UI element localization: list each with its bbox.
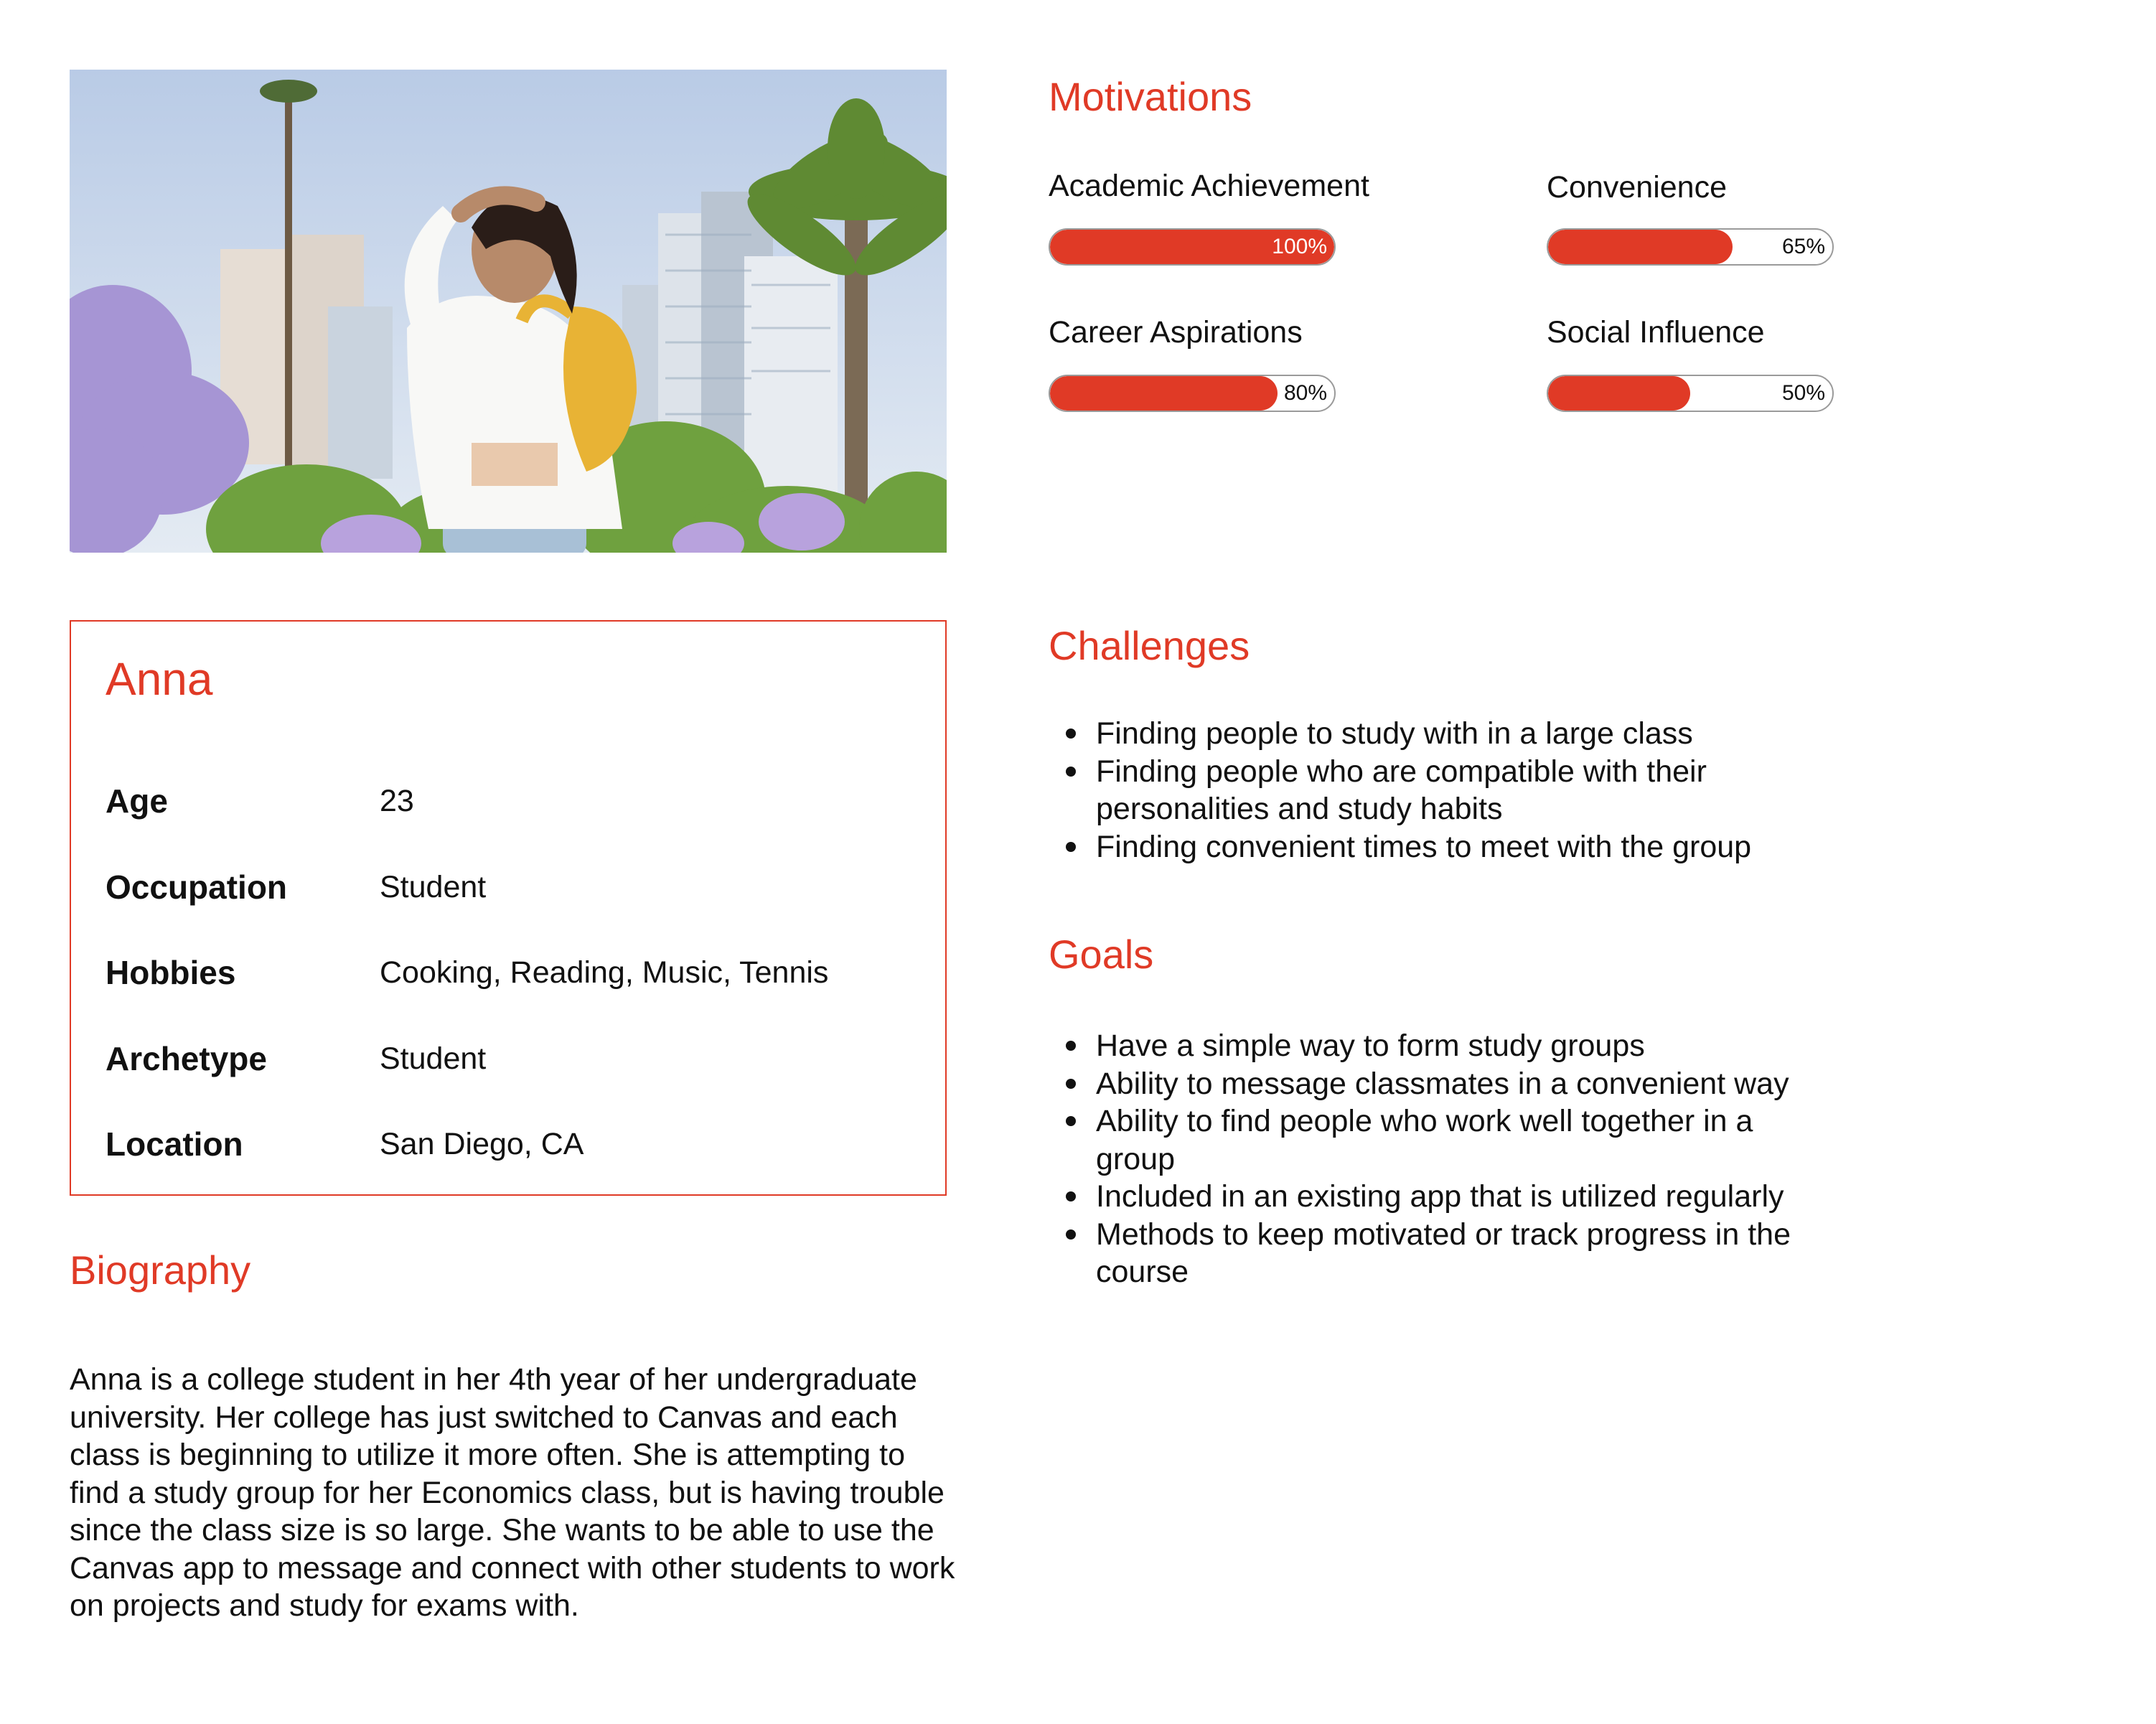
motivation-bar-fill xyxy=(1050,376,1278,411)
motivation-label: Social Influence xyxy=(1547,315,1765,350)
list-item: Have a simple way to form study groups xyxy=(1049,1027,1838,1065)
motivation-bar xyxy=(1049,375,1336,412)
info-label: Age xyxy=(106,782,168,820)
challenges-heading: Challenges xyxy=(1049,623,1250,668)
motivations-heading: Motivations xyxy=(1049,74,1252,119)
list-item: Finding people who are compatible with their personalities and study habits xyxy=(1049,753,1838,828)
motivation-bar-fill xyxy=(1548,376,1690,411)
info-value: San Diego, CA xyxy=(380,1127,584,1161)
profile-card xyxy=(70,620,947,1196)
motivation-label: Career Aspirations xyxy=(1049,315,1303,350)
biography-text: Anna is a college student in her 4th year of her undergraduate university. Her college has just switched to Canvas and each class is beginning to utilize it more often. She is attempting to find a study group for her Economics class, but is having trouble since the class size is so large. She wants to be able to use the Canvas app to message and connect with other students to work on projects and study for exams with. xyxy=(70,1362,955,1623)
motivation-label: Convenience xyxy=(1547,170,1728,205)
motivation-percent: 80% xyxy=(1283,381,1327,405)
info-row-age xyxy=(106,779,909,823)
motivation-bar-fill xyxy=(1548,230,1733,264)
motivation-bar xyxy=(1547,375,1834,412)
list-item: Ability to message classmates in a convenient way xyxy=(1049,1065,1838,1103)
motivation-percent: 65% xyxy=(1781,235,1825,258)
list-item: Finding people to study with in a large class xyxy=(1049,715,1838,753)
list-item: Ability to find people who work well together in a group xyxy=(1049,1102,1838,1178)
persona-name: Anna xyxy=(106,653,213,705)
list-item: Methods to keep motivated or track progress in the course xyxy=(1049,1216,1838,1291)
goals-list xyxy=(1049,1027,1838,1291)
info-row-occupation xyxy=(106,866,909,909)
motivation-label: Academic Achievement xyxy=(1049,169,1369,203)
info-row-hobbies xyxy=(106,951,909,994)
persona-photo xyxy=(70,70,947,553)
info-value: Student xyxy=(380,1041,487,1076)
motivation-bar xyxy=(1049,228,1336,266)
list-item: Included in an existing app that is utilized regularly xyxy=(1049,1178,1838,1216)
goals-heading: Goals xyxy=(1049,932,1154,977)
motivation-percent: 50% xyxy=(1781,381,1825,405)
info-label: Hobbies xyxy=(106,954,236,991)
challenges-list xyxy=(1049,715,1838,866)
info-label: Occupation xyxy=(106,868,288,906)
info-row-archetype xyxy=(106,1037,909,1080)
info-row-location xyxy=(106,1123,909,1166)
biography-heading: Biography xyxy=(70,1247,251,1293)
info-label: Location xyxy=(106,1125,243,1163)
motivation-percent: 100% xyxy=(1272,235,1327,258)
list-item: Finding convenient times to meet with the group xyxy=(1049,828,1838,866)
info-value: 23 xyxy=(380,784,414,818)
info-value: Cooking, Reading, Music, Tennis xyxy=(380,955,829,990)
info-value: Student xyxy=(380,870,487,904)
persona-photo-icon xyxy=(70,70,947,553)
info-label: Archetype xyxy=(106,1040,267,1077)
motivation-bar xyxy=(1547,228,1834,266)
